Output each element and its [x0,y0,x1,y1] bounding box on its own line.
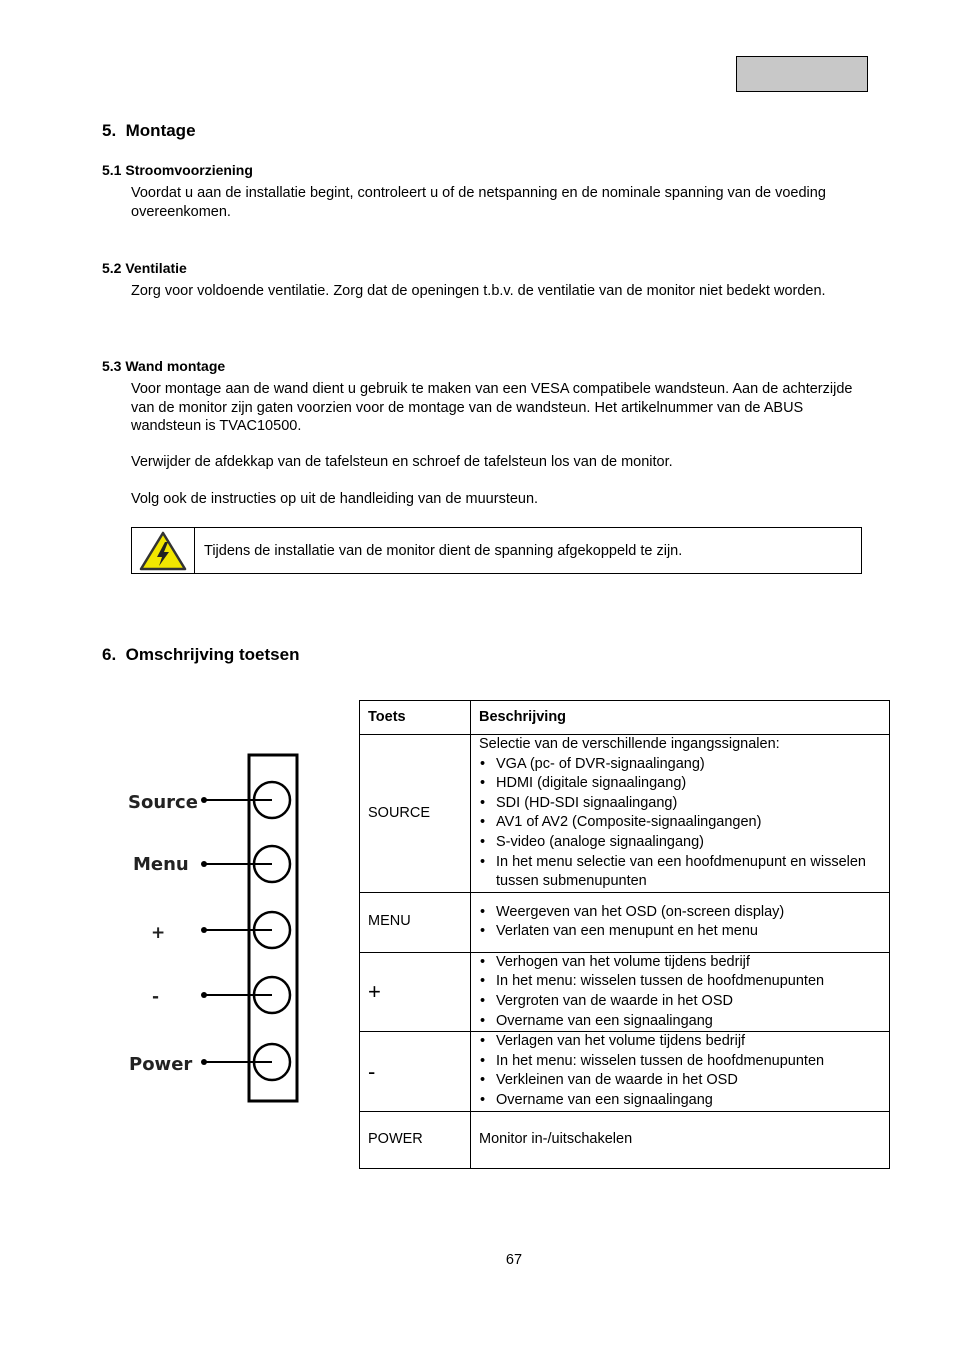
list-item: • Verhogen van het volume tijdens bedrijf [479,953,889,973]
header-key: Toets [360,701,471,735]
list-item: • AV1 of AV2 (Composite-signaalingangen) [479,813,889,833]
key-source: SOURCE [360,735,471,893]
section-title: Montage [125,121,196,140]
key-menu: MENU [360,892,471,952]
language-tab-box [736,56,868,92]
section-number: 6. [102,645,117,664]
desc-power: Monitor in-/uitschakelen [471,1111,890,1168]
key-power: POWER [360,1111,471,1168]
desc-menu [471,892,890,952]
desc-plus [471,952,890,1031]
button-panel-diagram [120,750,320,1110]
warning-box [131,527,862,574]
panel-button-menu [133,846,290,882]
list-item: • Verkleinen van de waarde in het OSD [479,1071,889,1091]
panel-label-minus: - [152,987,160,1007]
list-item: • In het menu: wisselen tussen de hoofdmenupunten [479,972,889,992]
subsection-heading-ventilatie: 5.2 Ventilatie [102,260,187,276]
desc-source-intro: Selectie van de verschillende ingangssignalen: [479,736,780,752]
list-item: • Overname van een signaalingang [479,1091,889,1111]
list-item: • Overname van een signaalingang [479,1012,889,1032]
desc-source [471,735,890,893]
page-number: 67 [505,1252,523,1268]
table-row [360,892,890,952]
table-row [360,1032,890,1111]
list-item: • Vergroten van de waarde in het OSD [479,992,889,1012]
list-item: • Weergeven van het OSD (on-screen display) [479,903,889,923]
section-6-heading [102,645,299,665]
panel-button-power [129,1044,290,1080]
list-item: • VGA (pc- of DVR-signaalingang) [479,755,889,775]
section-number: 5. [102,121,117,140]
key-minus: - [360,1032,471,1111]
paragraph-wand-2: Verwijder de afdekkap van de tafelsteun en schroef de tafelsteun los van de monitor. [131,454,673,470]
section-title: Omschrijving toetsen [125,645,300,664]
list-item: • Verlagen van het volume tijdens bedrijf [479,1032,889,1052]
table-row [360,735,890,893]
desc-minus [471,1032,890,1111]
header-desc: Beschrijving [471,701,890,735]
panel-button-plus [151,912,290,948]
panel-button-source [128,782,290,818]
paragraph-wand-1: Voor montage aan de wand dient u gebruik te maken van een VESA compatibele wandsteun. Aan de achterzijde van de monitor zijn gaten voorzien voor de montage van de wandsteun. Het artikelnummer van de ABUS wandsteun is TVAC10500. [131,381,853,434]
panel-button-minus [152,977,290,1013]
desc-source-list [479,755,889,892]
key-plus: + [360,952,471,1031]
paragraph-ventilatie: Zorg voor voldoende ventilatie. Zorg dat de openingen t.b.v. de ventilatie van de monitor niet bedekt worden. [131,283,826,299]
paragraph-wand-3: Volg ook de instructies op uit de handleiding van de muursteun. [131,491,539,507]
table-header-row [360,701,890,735]
list-item: • HDMI (digitale signaalingang) [479,774,889,794]
subsection-heading-stroom: 5.1 Stroomvoorziening [102,162,253,178]
panel-label-source: Source [128,792,198,813]
high-voltage-warning-icon [139,531,187,571]
list-item: • S-video (analoge signaalingang) [479,833,889,853]
section-5-heading [102,121,196,141]
list-item: • SDI (HD-SDI signaalingang) [479,794,889,814]
panel-label-power: Power [129,1054,193,1075]
list-item: • In het menu: wisselen tussen de hoofdmenupunten [479,1052,889,1072]
subsection-heading-wand: 5.3 Wand montage [102,358,226,374]
panel-label-menu: Menu [133,854,189,875]
list-item: • Verlaten van een menupunt en het menu [479,922,889,942]
warning-text: Tijdens de installatie van de monitor dient de spanning afgekoppeld te zijn. [204,542,683,559]
keys-table [359,700,890,1169]
panel-label-plus: + [151,923,166,943]
paragraph-stroom: Voordat u aan de installatie begint, controleert u of de netspanning en de nominale spanning van de voeding overeenkomen. [131,185,826,220]
table-row [360,1111,890,1168]
list-item: • In het menu selectie van een hoofdmenupunt en wisselen tussen submenupunten [479,853,889,892]
table-row [360,952,890,1031]
